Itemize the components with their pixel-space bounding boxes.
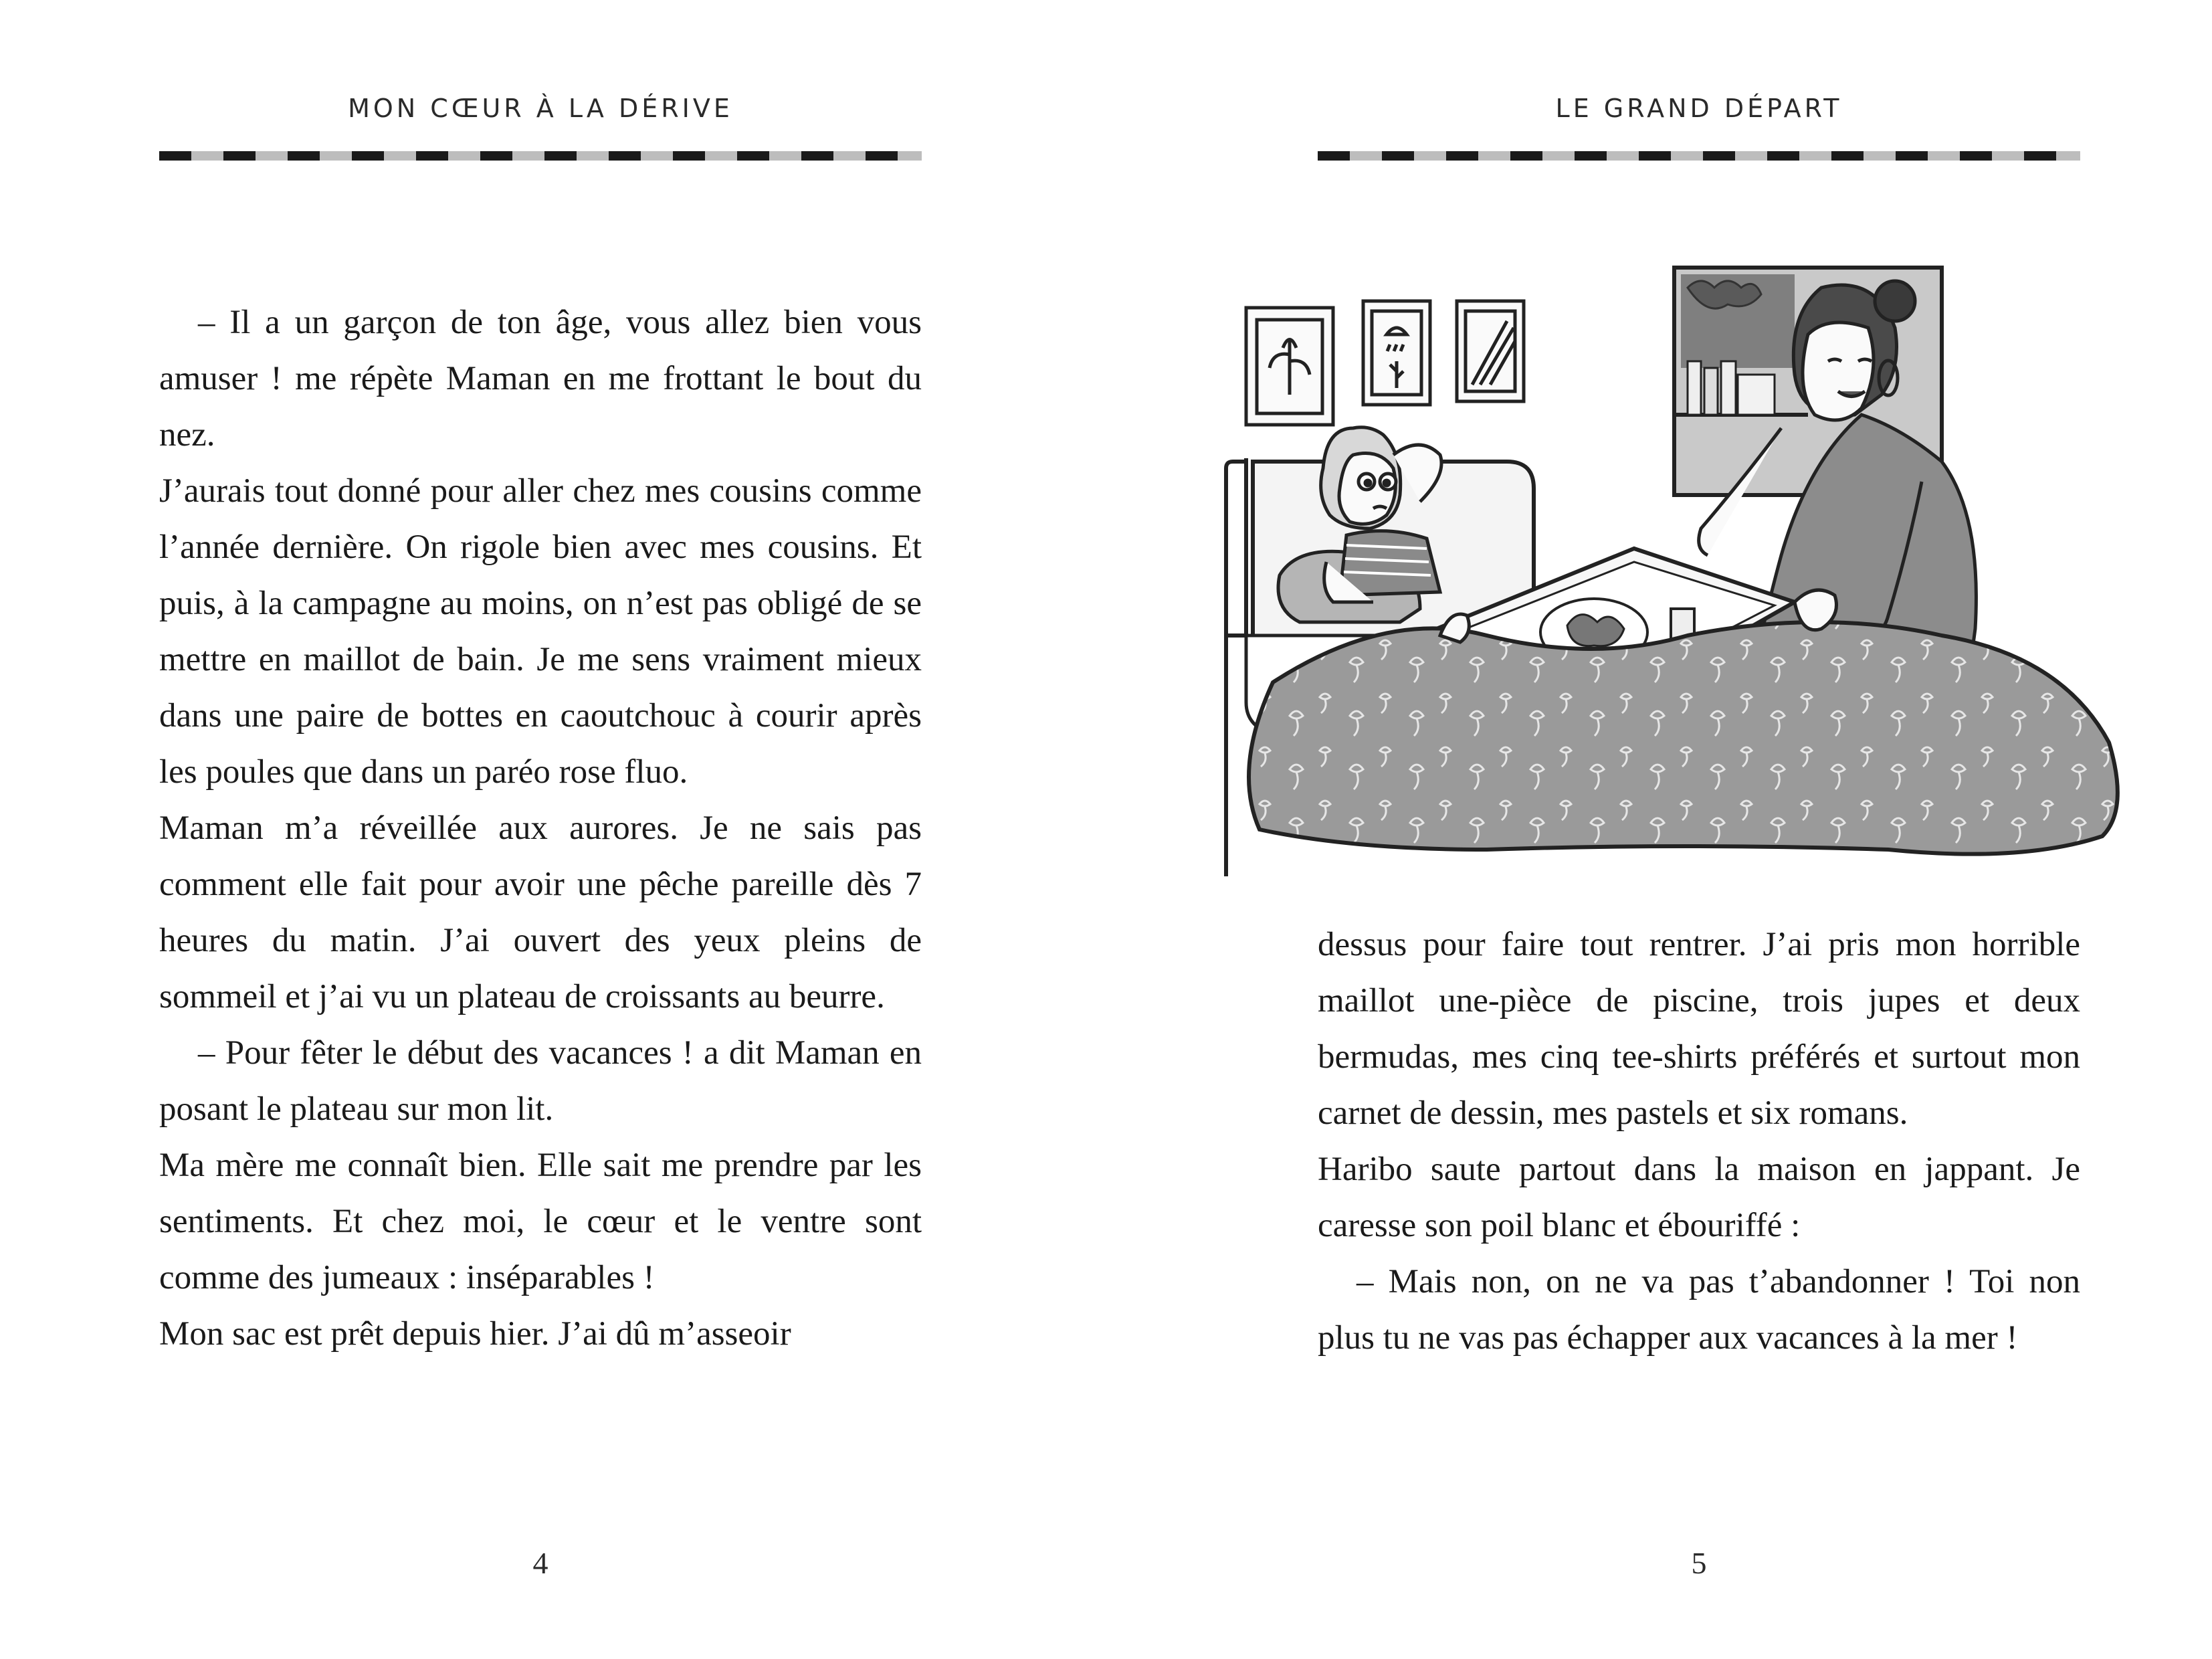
body-text-right (1318, 916, 2080, 1366)
paragraph: – Pour fêter le début des vacances ! a dit Maman en posant le plateau sur mon lit. (159, 1034, 922, 1128)
paragraph: – Mais non, on ne va pas t’abandonner ! Toi non plus tu ne vas pas échapper aux vacances à la mer ! (1318, 1263, 2080, 1357)
header-dashed-rule (1318, 151, 2080, 161)
bedroom-breakfast-illustration (1219, 261, 2156, 876)
running-head-left: MON CŒUR À LA DÉRIVE (348, 94, 733, 123)
paragraph: Maman m’a réveillée aux aurores. Je ne sais pas comment elle fait pour avoir une pêche pareille dès 7 heures du matin. J’ai ouvert des yeux pleins de sommeil et j’ai vu un plateau de croissants au beurre. (159, 809, 922, 1015)
paragraph: Haribo saute partout dans la maison en jappant. Je caresse son poil blanc et ébouriffé : (1318, 1151, 2080, 1244)
paragraph: dessus pour faire tout rentrer. J’ai pris mon horrible maillot une-pièce de piscine, trois jupes et deux bermudas, mes cinq tee-shirts préférés et surtout mon carnet de dessin, mes pastels et six romans. (1318, 926, 2080, 1132)
paragraph: Ma mère me connaît bien. Elle sait me prendre par les sentiments. Et chez moi, le cœur et le ventre sont comme des jumeaux : inséparables ! (159, 1147, 922, 1296)
right-page (1106, 0, 2212, 1659)
blanket (1249, 622, 2118, 854)
paragraph: Mon sac est prêt depuis hier. J’ai dû m’asseoir (159, 1315, 791, 1353)
paragraph: J’aurais tout donné pour aller chez mes cousins comme l’année dernière. On rigole bien avec mes cousins. Et puis, à la campagne au moins, on n’est pas obligé de se mettre en maillot de bain. Je me sens vraiment mieux dans une paire de bottes en caoutchouc à courir après les poules que dans un paréo rose fluo. (159, 472, 922, 791)
running-head-right: LE GRAND DÉPART (1555, 94, 1843, 123)
wall-frame-leaves (1457, 301, 1524, 401)
wall-frame-rain (1363, 301, 1430, 405)
wall-frame-flower (1246, 308, 1333, 425)
paragraph: – Il a un garçon de ton âge, vous allez bien vous amuser ! me répète Maman en me frottant le bout du nez. (159, 304, 922, 454)
page-number-right: 5 (1691, 1546, 1707, 1580)
page-number-left: 4 (532, 1546, 548, 1580)
header-dashed-rule (159, 151, 922, 161)
body-text-left (159, 294, 922, 1362)
